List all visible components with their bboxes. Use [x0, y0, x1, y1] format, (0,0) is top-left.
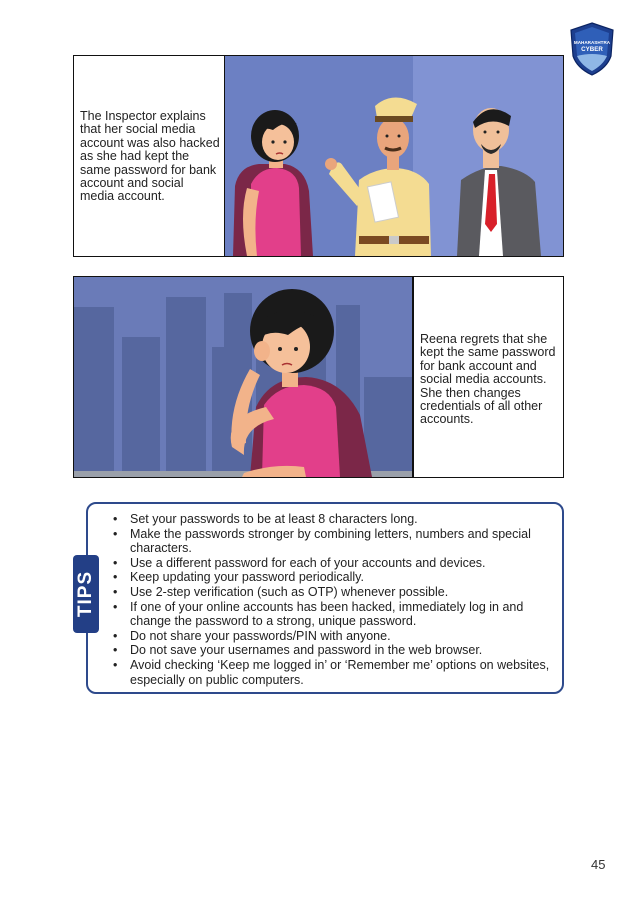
maharashtra-cyber-logo	[569, 22, 615, 76]
tip-item: • Make the passwords stronger by combining letters, numbers and special characters.	[112, 527, 562, 556]
panel1-caption: The Inspector explains that her social media account was also hacked as she had kept the same password for bank account and social media account.	[80, 109, 220, 204]
tip-item: • Set your passwords to be at least 8 characters long.	[112, 512, 562, 527]
logo-text-line1: MAHARASHTRA	[573, 40, 611, 45]
tips-label: TIPS	[75, 570, 96, 618]
tip-item: • Do not share your passwords/PIN with anyone.	[112, 629, 562, 644]
page-number: 45	[591, 857, 606, 872]
tip-item: • Avoid checking ‘Keep me logged in’ or ‘Remember me’ options on websites, especially on public computers.	[112, 658, 562, 687]
tip-item: • If one of your online accounts has been hacked, immediately log in and change the password to a strong, unique password.	[112, 600, 562, 629]
comic-panel-inspector	[73, 55, 564, 257]
tips-list	[112, 512, 562, 687]
tips-label-tab	[73, 555, 99, 633]
logo-text-line2: CYBER	[581, 46, 603, 53]
tip-item: • Keep updating your password periodically.	[112, 570, 562, 585]
comic-panel-reena	[73, 276, 564, 478]
panel2-caption: Reena regrets that she kept the same password for bank account and social media accounts. She then changes credentials of all other accounts.	[420, 332, 556, 427]
tip-item: • Do not save your usernames and password in the web browser.	[112, 643, 562, 658]
tip-item: • Use 2-step verification (such as OTP) whenever possible.	[112, 585, 562, 600]
inspector-scene-illustration	[225, 56, 563, 256]
panel2-divider	[412, 277, 414, 477]
tip-item: • Use a different password for each of your accounts and devices.	[112, 556, 562, 571]
reena-regret-illustration	[74, 277, 412, 477]
